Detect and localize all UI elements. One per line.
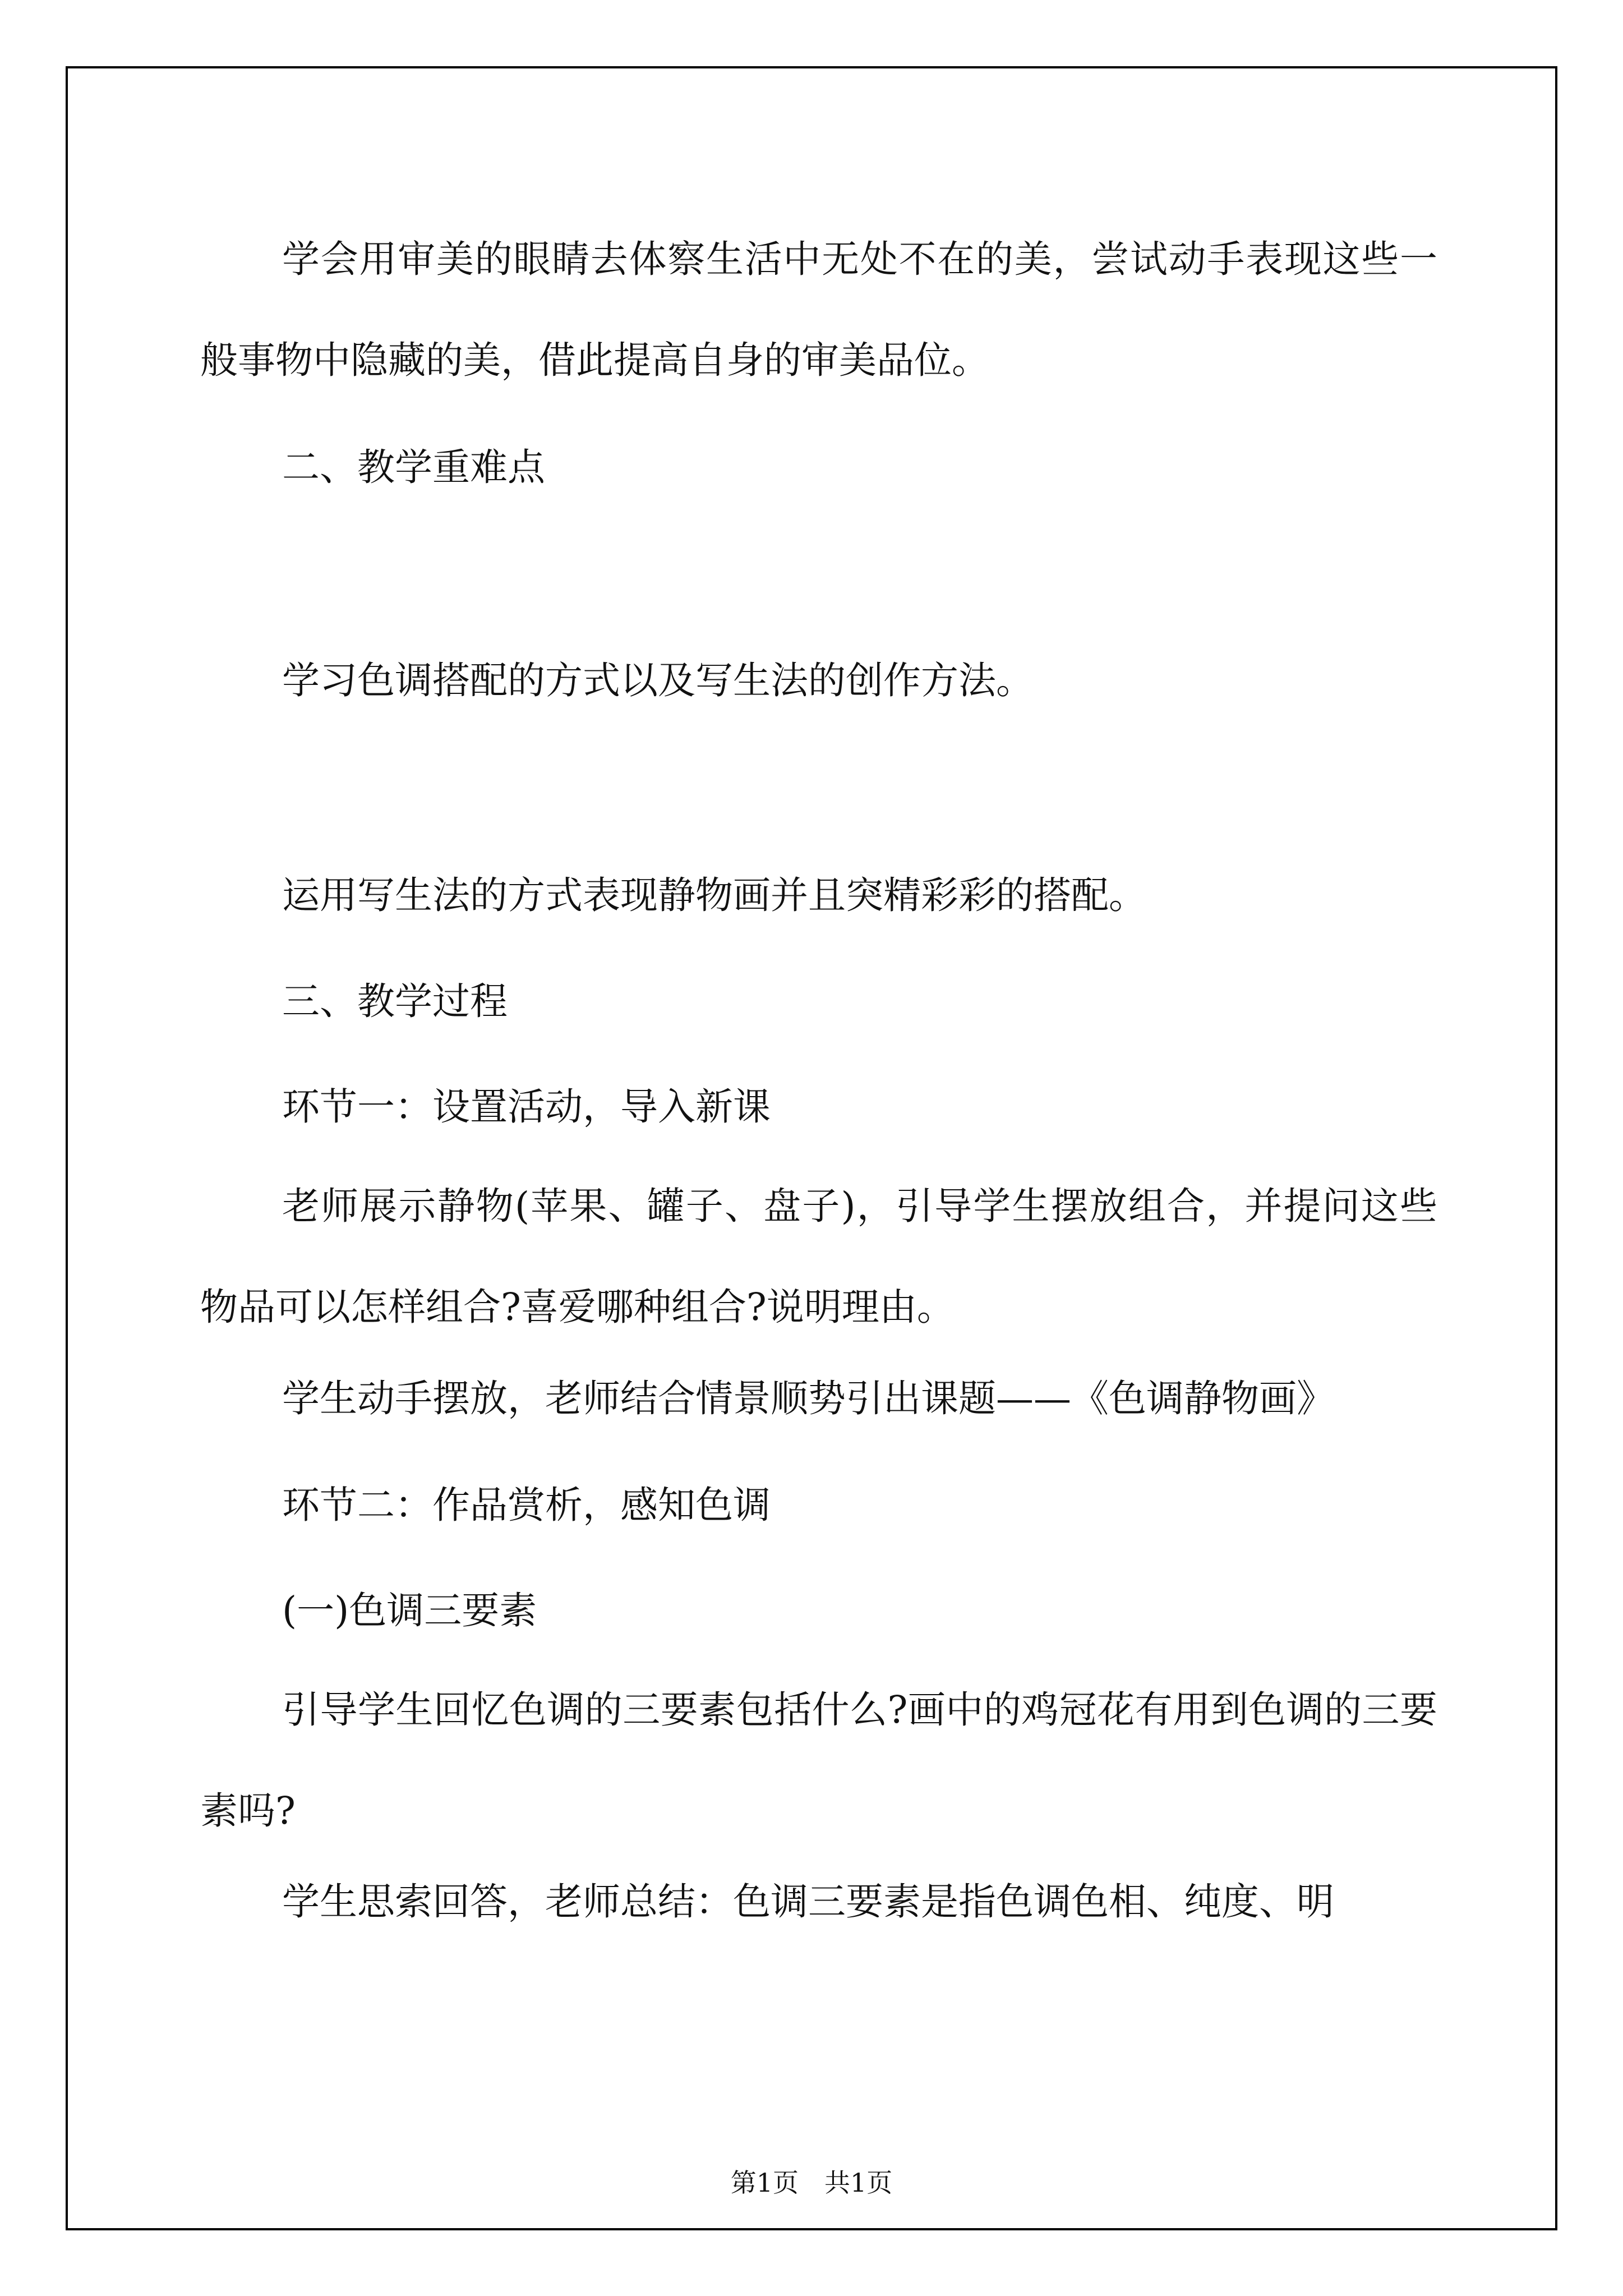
page-footer: 第1页 共1页 [730,2168,893,2198]
heading-key-points: 二、教学重难点 [282,445,545,489]
paragraph-1: 学会用审美的眼睛去体察生活中无处不在的美，尝试动手表现这些一般事物中隐藏的美，借此提高自身的审美品位。 [200,237,1437,382]
heading-process: 三、教学过程 [282,979,508,1023]
section-step-two: 环节二：作品赏析，感知色调 [282,1483,771,1527]
section-step-one: 环节一：设置活动，导入新课 [282,1085,771,1129]
subsection-elements: (一)色调三要素 [282,1589,537,1632]
paragraph-4: 老师展示静物(苹果、罐子、盘子)，引导学生摆放组合，并提问这些物品可以怎样组合?喜爱哪种组合?说明理由。 [200,1184,1437,1329]
paragraph-2: 学习色调搭配的方式以及写生法的创作方法。 [282,659,1034,702]
paragraph-6: 引导学生回忆色调的三要素包括什么?画中的鸡冠花有用到色调的三要素吗? [200,1688,1437,1833]
paragraph-3: 运用写生法的方式表现静物画并且突精彩彩的搭配。 [282,873,1146,917]
paragraph-5: 学生动手摆放，老师结合情景顺势引出课题——《色调静物画》 [282,1377,1334,1420]
paragraph-7: 学生思索回答，老师总结：色调三要素是指色调色相、纯度、明 [282,1880,1334,1924]
